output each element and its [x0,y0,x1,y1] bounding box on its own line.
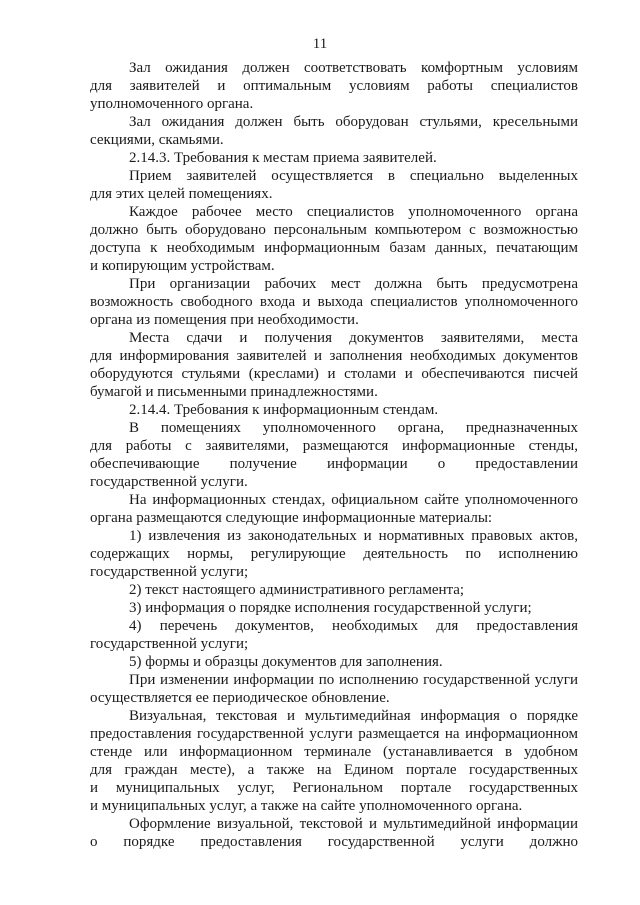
text-line: Прием заявителей осуществляется в специально выделенных [129,168,578,184]
text-line: содержащих нормы, регулирующие деятельность по исполнению [90,546,578,562]
text-line: государственной услуги. [90,474,248,490]
text-line: 4) перечень документов, необходимых для предоставления [129,618,578,634]
text-line: На информационных стендах, официальном сайте уполномоченного [129,492,578,508]
text-line: и копирующим устройствам. [90,258,275,274]
text-line: для работы с заявителями, размещаются информационные стенды, [90,438,578,454]
text-line: Зал ожидания должен соответствовать комфортным условиям [129,60,578,76]
text-line: Оформление визуальной, текстовой и мультимедийной информации [129,816,578,832]
text-line: обеспечивающие получение информации о предоставлении [90,456,578,472]
page-number: 11 [312,36,328,52]
text-line: При организации рабочих мест должна быть предусмотрена [129,276,578,292]
text-line: для информирования заявителей и заполнения необходимых документов [90,348,578,364]
text-line: для заявителей и оптимальным условиям работы специалистов [90,78,578,94]
text-line: Визуальная, текстовая и мультимедийная информация о порядке [129,708,578,724]
text-line: для граждан месте), а также на Едином портале государственных [90,762,578,778]
text-line: государственной услуги; [90,636,249,652]
text-line: 3) информация о порядке исполнения государственной услуги; [129,600,532,616]
text-line: и муниципальных услуг, а также на сайте уполномоченного органа. [90,798,523,814]
text-line: органа размещаются следующие информационные материалы: [90,510,493,526]
text-line: о порядке предоставления государственной услуги должно [90,834,578,850]
text-line: 2.14.3. Требования к местам приема заявителей. [129,150,437,166]
text-line: и муниципальных услуг, Региональном портале государственных [90,780,578,796]
text-line: Каждое рабочее место специалистов уполномоченного органа [129,204,578,220]
text-line: стенде или информационном терминале (устанавливается в удобном [90,744,578,760]
text-line: При изменении информации по исполнению государственной услуги [129,672,578,688]
text-line: бумагой и письменными принадлежностями. [90,384,378,400]
text-line: должно быть оборудовано персональным компьютером с возможностью [90,222,578,238]
text-line: органа из помещения при необходимости. [90,312,359,328]
text-line: В помещениях уполномоченного органа, предназначенных [129,420,578,436]
text-line: Места сдачи и получения документов заявителями, места [129,330,578,346]
text-line: государственной услуги; [90,564,249,580]
text-line: возможность свободного входа и выхода специалистов уполномоченного [90,294,578,310]
text-line: уполномоченного органа. [90,96,254,112]
text-line: предоставления государственной услуги размещается на информационном [90,726,578,742]
text-line: доступа к необходимым информационным базам данных, печатающим [90,240,578,256]
text-line: 5) формы и образцы документов для заполнения. [129,654,443,670]
text-line: 1) извлечения из законодательных и нормативных правовых актов, [129,528,578,544]
text-line: оборудуются стульями (креслами) и столами и обеспечиваются писчей [90,366,578,382]
document-body [90,59,578,851]
text-line: 2) текст настоящего административного регламента; [129,582,465,598]
text-line: секциями, скамьями. [90,132,224,148]
text-line: осуществляется ее периодическое обновление. [90,690,390,706]
text-line: Зал ожидания должен быть оборудован стульями, кресельными [129,114,578,130]
text-line: для этих целей помещениях. [90,186,273,202]
text-line: 2.14.4. Требования к информационным стендам. [129,402,439,418]
